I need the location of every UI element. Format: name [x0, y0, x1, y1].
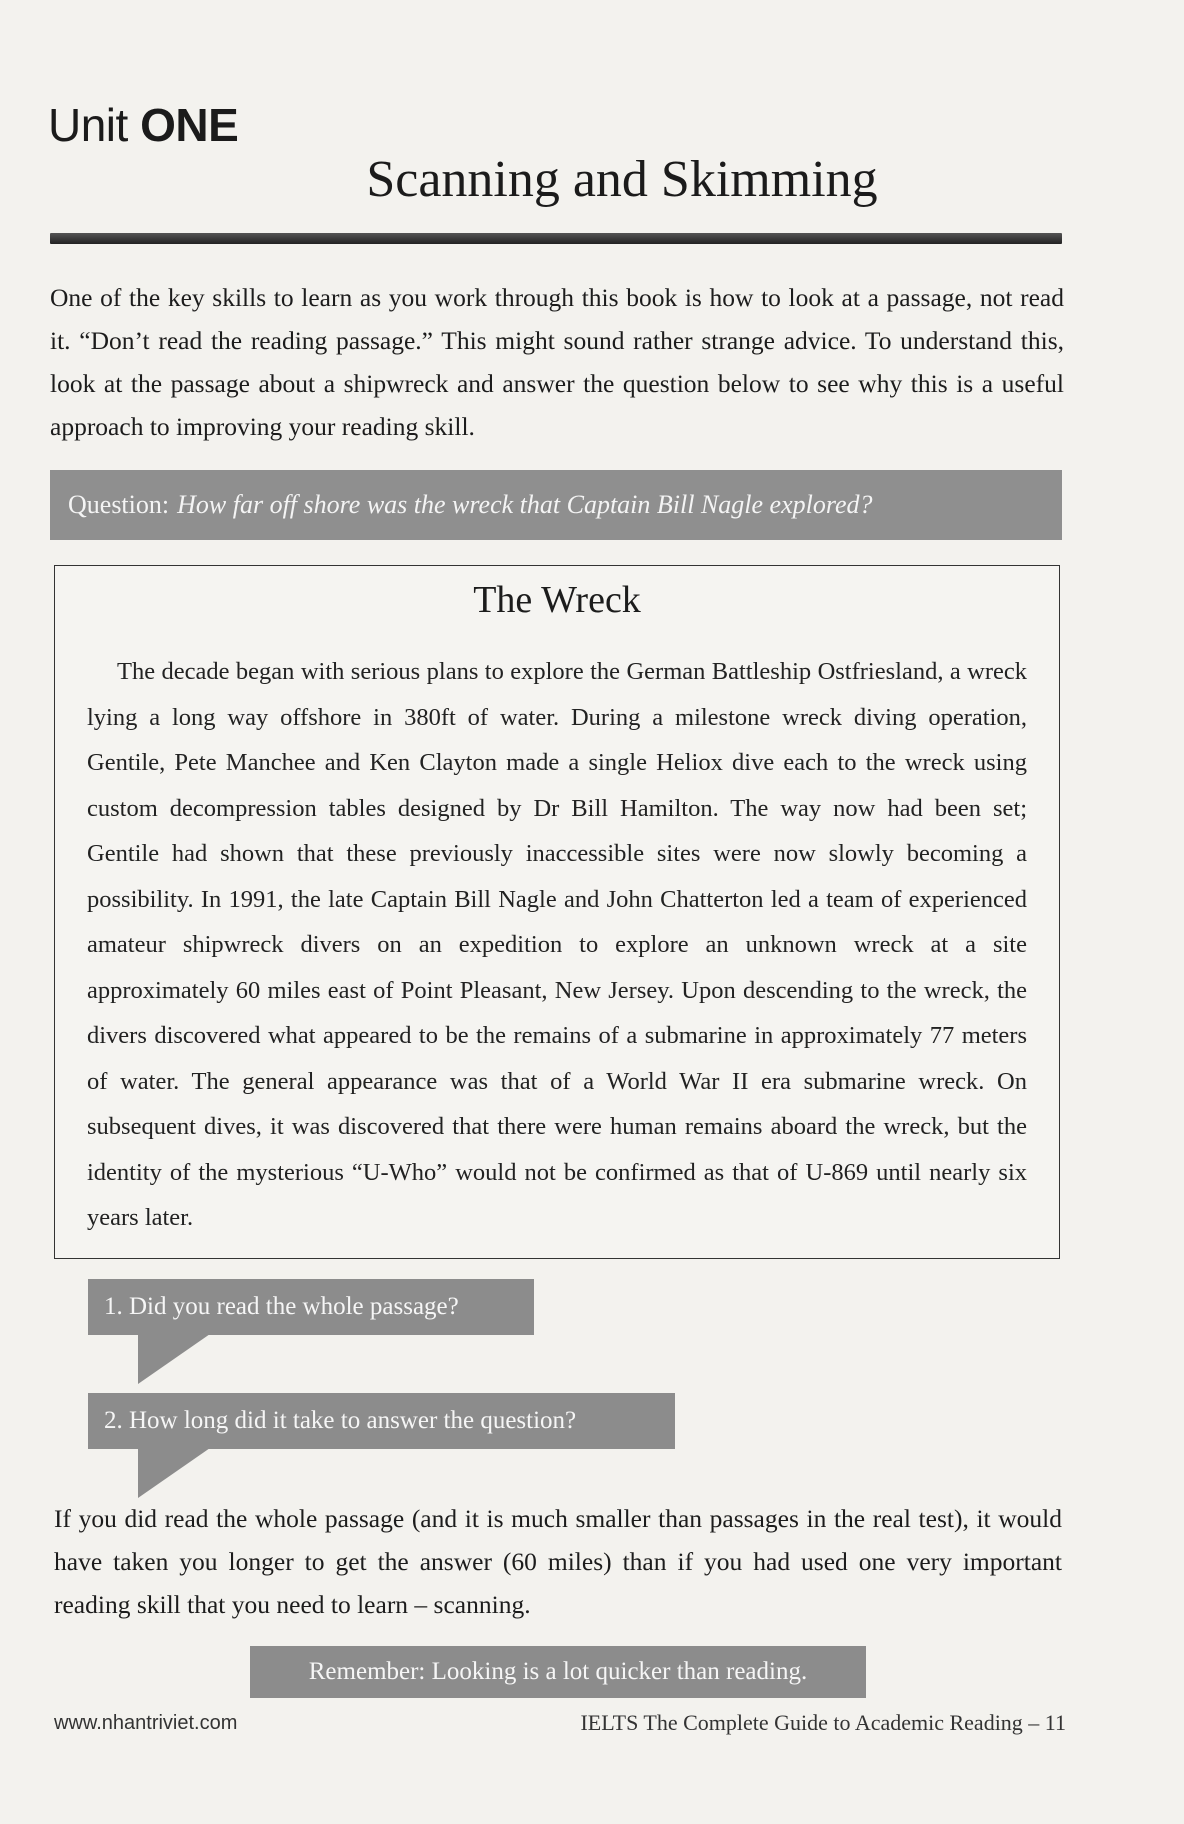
unit-label: [48, 98, 238, 152]
unit-number: ONE: [140, 99, 239, 151]
intro-paragraph: One of the key skills to learn as you work through this book is how to look at a passage, not read it. “Don’t read the reading passage.” This might sound rather strange advice. To understand this, look at the passage about a shipwreck and answer the question below to see why this is a useful approach to improving your reading skill.: [50, 283, 1064, 441]
question-bar: [50, 470, 1062, 540]
chapter-title: Scanning and Skimming: [366, 151, 878, 208]
passage-box: [54, 565, 1060, 1259]
passage-title: The Wreck: [473, 579, 641, 621]
footer-url: www.nhantriviet.com: [54, 1712, 238, 1734]
question-text: How far off shore was the wreck that Captain Bill Nagle explored?: [177, 490, 873, 519]
title-rule: [50, 233, 1062, 244]
callout-tail-icon: [138, 1448, 218, 1500]
footer-book-title: IELTS The Complete Guide to Academic Reading – 11: [580, 1710, 1066, 1735]
conclusion-paragraph: If you did read the whole passage (and it is much smaller than passages in the real test), it would have taken you longer to get the answer (60 miles) than if you had used one very important reading skill that you need to learn – scanning.: [54, 1504, 1062, 1619]
callout-tail-icon: [138, 1334, 218, 1386]
callout-read-whole-passage: 1. Did you read the whole passage?: [88, 1279, 534, 1335]
unit-word: Unit: [48, 99, 128, 151]
remember-box: Remember: Looking is a lot quicker than reading.: [250, 1646, 866, 1698]
callout-how-long: 2. How long did it take to answer the question?: [88, 1393, 675, 1449]
question-prefix: Question:: [68, 490, 170, 519]
passage-body: The decade began with serious plans to explore the German Battleship Ostfriesland, a wreck lying a long way offshore in 380ft of water. During a milestone wreck diving operation, Gentile, Pete Manchee and Ken Clayton made a single Heliox dive each to the wreck using custom decompression tables designed by Dr Bill Hamilton. The way now had been set; Gentile had shown that these previously inaccessible sites were now slowly becoming a possibility. In 1991, the late Captain Bill Nagle and John Chatterton led a team of experienced amateur shipwreck divers on an expedition to explore an unknown wreck at a site approximately 60 miles east of Point Pleasant, New Jersey. Upon descending to the wreck, the divers discovered what appeared to be the remains of a submarine in approximately 77 meters of water. The general appearance was that of a World War II era submarine wreck. On subsequent dives, it was discovered that there were human remains aboard the wreck, but the identity of the mysterious “U-Who” would not be confirmed as that of U-869 until nearly six years later.: [87, 658, 1027, 1231]
